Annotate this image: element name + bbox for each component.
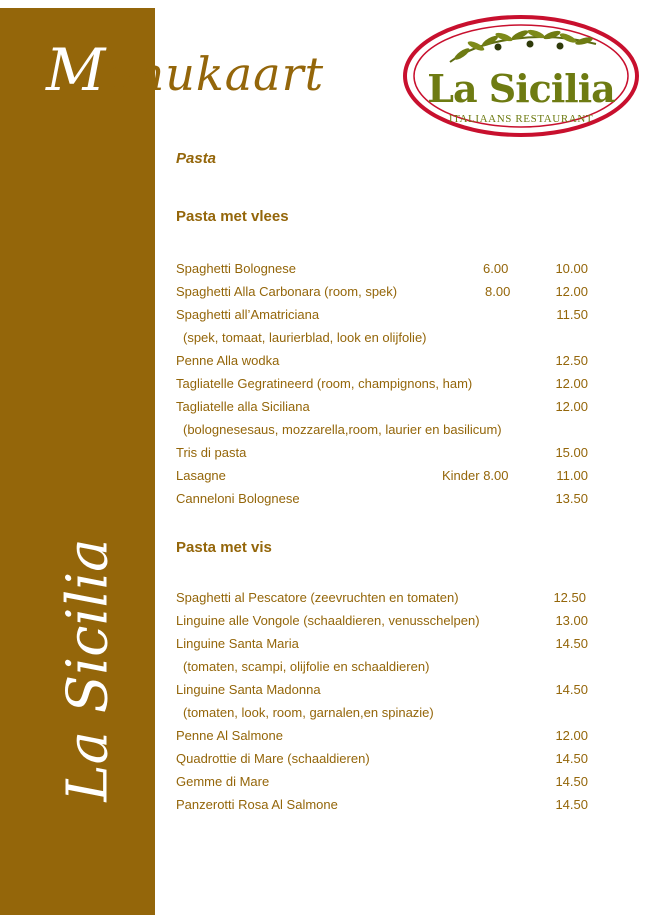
item-name: Linguine alle Vongole (schaaldieren, venusschelpen) <box>176 613 480 628</box>
item-price: 12.50 <box>555 353 588 368</box>
item-small-price: 6.00 <box>483 261 509 276</box>
item-price: 12.00 <box>555 284 588 299</box>
item-price: 12.00 <box>555 399 588 414</box>
item-name: Tagliatelle alla Siciliana <box>176 399 310 414</box>
item-price: 15.00 <box>555 445 588 460</box>
menu-item-description <box>176 330 596 350</box>
item-kids-price: Kinder 8.00 <box>442 468 509 483</box>
item-name: Gemme di Mare <box>176 774 270 789</box>
page-title-initial: M <box>46 36 107 104</box>
item-price: 14.50 <box>555 636 588 651</box>
item-description: (tomaten, scampi, olijfolie en schaaldieren) <box>183 659 430 674</box>
menu-item <box>176 445 596 465</box>
logo-subtitle: ITALIAANS RESTAURANT <box>448 113 594 125</box>
item-price: 14.50 <box>555 797 588 812</box>
menu-item-description <box>176 422 596 442</box>
item-description: (bolognesesaus, mozzarella,room, laurier en basilicum) <box>183 422 502 437</box>
item-name: Tris di pasta <box>176 445 247 460</box>
item-name: Canneloni Bolognese <box>176 491 300 506</box>
menu-item <box>176 284 596 304</box>
restaurant-logo <box>402 14 640 138</box>
item-name: Tagliatelle Gegratineerd (room, champignons, ham) <box>176 376 473 391</box>
item-price: 14.50 <box>555 682 588 697</box>
item-price: 14.50 <box>555 751 588 766</box>
item-price: 10.00 <box>555 261 588 276</box>
menu-item <box>176 468 596 488</box>
menu-item <box>176 797 596 817</box>
sidebar-vertical-name-text: La Sicilia <box>55 538 121 802</box>
section-title-meat: Pasta met vlees <box>176 208 289 225</box>
menu-item <box>176 376 596 396</box>
item-price: 12.50 <box>553 590 586 605</box>
menu-item <box>176 682 596 702</box>
item-name: Penne Alla wodka <box>176 353 280 368</box>
menu-item <box>176 636 596 656</box>
item-name: Lasagne <box>176 468 226 483</box>
page-title-rest: enukaart <box>106 47 325 101</box>
item-price: 12.00 <box>555 376 588 391</box>
menu-item <box>176 399 596 419</box>
item-description: (spek, tomaat, laurierblad, look en olijfolie) <box>183 330 427 345</box>
menu-item <box>176 261 596 281</box>
menu-item-description <box>176 659 596 679</box>
menu-item <box>176 613 596 633</box>
logo-name: La Sicilia <box>427 66 615 111</box>
menu-item <box>176 590 596 610</box>
item-name: Spaghetti Bolognese <box>176 261 296 276</box>
menu-item <box>176 728 596 748</box>
item-name: Spaghetti al Pescatore (zeevruchten en tomaten) <box>176 590 459 605</box>
menu-item <box>176 307 596 327</box>
item-name: Quadrottie di Mare (schaaldieren) <box>176 751 370 766</box>
item-price: 11.50 <box>556 307 588 322</box>
item-price: 14.50 <box>555 774 588 789</box>
item-name: Panzerotti Rosa Al Salmone <box>176 797 338 812</box>
item-name: Linguine Santa Madonna <box>176 682 321 697</box>
section-title-pasta: Pasta <box>176 150 217 167</box>
item-small-price: 8.00 <box>485 284 511 299</box>
menu-item-description <box>176 705 596 725</box>
item-name: Spaghetti all’Amatriciana <box>176 307 320 322</box>
item-price: 13.00 <box>555 613 588 628</box>
section-title-fish: Pasta met vis <box>176 539 272 556</box>
item-name: Spaghetti Alla Carbonara (room, spek) <box>176 284 398 299</box>
menu-item <box>176 491 596 511</box>
menu-item <box>176 774 596 794</box>
item-name: Penne Al Salmone <box>176 728 283 743</box>
item-name: Linguine Santa Maria <box>176 636 299 651</box>
item-price: 11.00 <box>556 468 588 483</box>
item-description: (tomaten, look, room, garnalen,en spinazie) <box>183 705 434 720</box>
page-title <box>46 36 324 104</box>
menu-item <box>176 751 596 771</box>
sidebar-vertical-name <box>55 520 121 820</box>
menu-item <box>176 353 596 373</box>
item-price: 13.50 <box>555 491 588 506</box>
item-price: 12.00 <box>555 728 588 743</box>
